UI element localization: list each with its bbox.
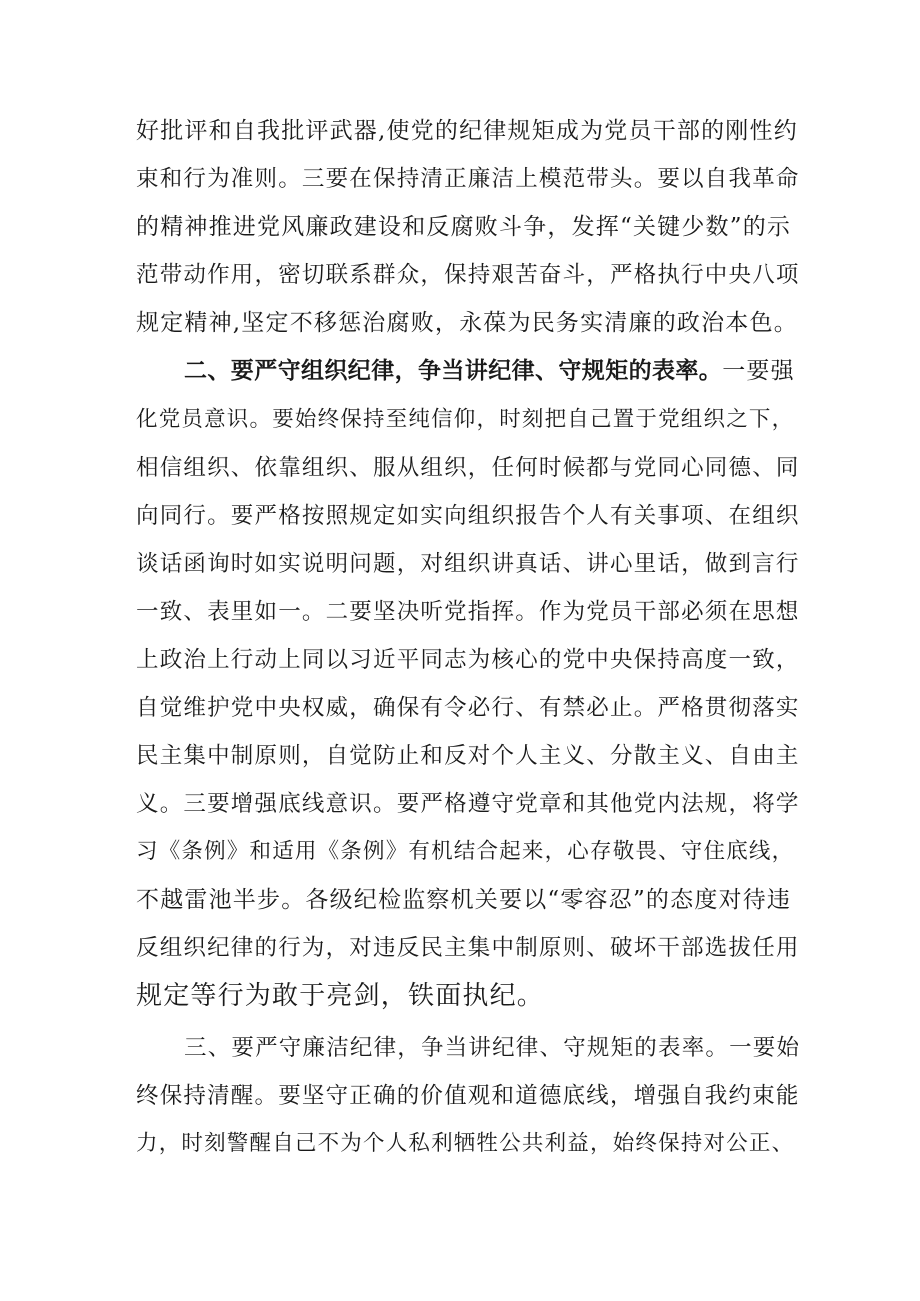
section-heading-2: 二、要严守组织纪律，争当讲纪律、守规矩的表率。 — [184, 358, 723, 384]
paragraph-2-line-9: 民主集中制原则，自觉防止和反对个人主义、分散主义、自由主 — [136, 743, 800, 769]
paragraph-2-line-2: 化党员意识。要始终保持至纯信仰，时刻把自己置于党组织之下， — [136, 407, 795, 432]
paragraph-2-line-4: 向同行。要严格按照规定如实向组织报告个人有关事项、在组织 — [136, 503, 800, 529]
paragraph-3-line-2: 终保持清醒。要坚守正确的价值观和道德底线，增强自我约束能 — [136, 1083, 800, 1109]
paragraph-2-line-5: 谈话函询时如实说明问题，对组织讲真话、讲心里话，做到言行 — [136, 551, 800, 577]
paragraph-1-line-3: 的精神推进党风廉政建设和反腐败斗争，发挥“关键少数”的示 — [136, 214, 792, 240]
paragraph-2-line-14: 规定等行为敢于亮剑，铁面执纪。 — [136, 981, 545, 1011]
paragraph-2-line-12: 不越雷池半步。各级纪检监察机关要以“零容忍”的态度对待违 — [136, 887, 792, 913]
paragraph-3-line-1: 三、要严守廉洁纪律，争当讲纪律、守规矩的表率。一要始 — [184, 1035, 801, 1061]
paragraph-2-line-11: 习《条例》和适用《条例》有机结合起来，心存敬畏、守住底线， — [136, 839, 795, 864]
paragraph-1-line-5: 规定精神,坚定不移惩治腐败，永葆为民务实清廉的政治本色。 — [136, 310, 798, 336]
paragraph-1-line-1: 好批评和自我批评武器,使党的纪律规矩成为党员干部的刚性约 — [136, 118, 798, 144]
paragraph-2-line-1 — [184, 351, 800, 391]
paragraph-2-line-10: 义。三要增强底线意识。要严格遵守党章和其他党内法规，将学 — [136, 791, 800, 817]
paragraph-3-line-3: 力，时刻警醒自己不为个人私利牺牲公共利益，始终保持对公正、 — [136, 1131, 795, 1156]
paragraph-2-line-8: 自觉维护党中央权威，确保有令必行、有禁必止。严格贯彻落实 — [136, 695, 800, 721]
paragraph-2-line-1-rest: 一要强 — [722, 358, 795, 384]
paragraph-2-line-7: 上政治上行动上同以习近平同志为核心的党中央保持高度一致， — [136, 647, 800, 673]
paragraph-1-line-2: 束和行为准则。三要在保持清正廉洁上模范带头。要以自我革命 — [136, 166, 800, 192]
paragraph-1-line-4: 范带动作用，密切联系群众，保持艰苦奋斗，严格执行中央八项 — [136, 262, 800, 288]
paragraph-2-line-3: 相信组织、依靠组织、服从组织，任何时候都与党同心同德、同 — [136, 455, 800, 481]
paragraph-2-line-13: 反组织纪律的行为，对违反民主集中制原则、破坏干部选拔任用 — [136, 935, 800, 961]
paragraph-2-line-6: 一致、表里如一。二要坚决听党指挥。作为党员干部必须在思想 — [136, 599, 800, 625]
